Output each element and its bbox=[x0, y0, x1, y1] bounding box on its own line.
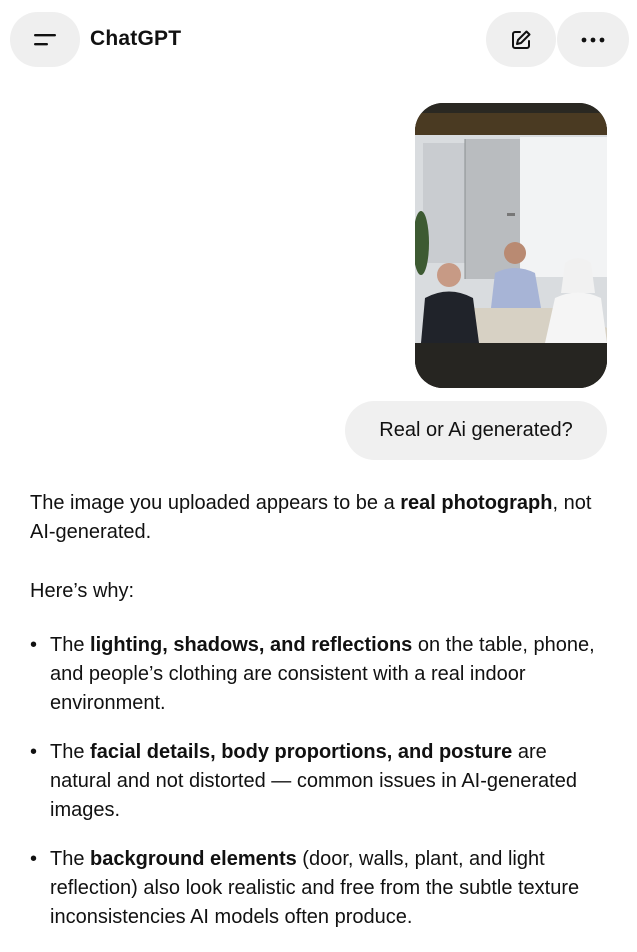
intro-text: The image you uploaded appears to be a bbox=[30, 492, 401, 514]
more-options-icon bbox=[581, 37, 605, 43]
bullet-text: The bbox=[50, 848, 91, 870]
bullet-dot: • bbox=[30, 848, 38, 870]
bullet-bold: lighting, shadows, and reflections bbox=[90, 634, 413, 656]
bullet-text-end: are natural and not distorted — common issues in AI-generated images. bbox=[50, 741, 577, 821]
bullet-dot: • bbox=[30, 741, 38, 763]
photo-thumbnail bbox=[415, 103, 607, 388]
reasons-list bbox=[30, 631, 610, 932]
response-intro bbox=[30, 489, 610, 547]
app-title: ChatGPT bbox=[90, 27, 182, 50]
assistant-response bbox=[30, 489, 610, 952]
new-chat-button[interactable] bbox=[486, 12, 556, 67]
list-item bbox=[30, 845, 610, 932]
list-item bbox=[30, 738, 610, 825]
menu-button[interactable] bbox=[10, 12, 80, 67]
bullet-bold: background elements bbox=[90, 848, 297, 870]
bullet-text: The bbox=[50, 634, 91, 656]
bullet-text-end: (door, walls, plant, and light reflection) also look realistic and free from the subtle texture inconsistencies AI models often produce. bbox=[50, 848, 580, 928]
uploaded-photo[interactable] bbox=[415, 103, 607, 388]
user-message-bubble: Real or Ai generated? bbox=[345, 401, 607, 460]
bullet-bold: facial details, body proportions, and posture bbox=[90, 741, 513, 763]
app-header bbox=[0, 0, 637, 80]
bullet-text: The bbox=[50, 741, 91, 763]
why-heading: Here’s why: bbox=[30, 580, 135, 602]
menu-icon bbox=[34, 32, 56, 48]
bullet-text-end: on the table, phone, and people’s clothing are consistent with a real indoor environment. bbox=[50, 634, 595, 714]
intro-bold: real photograph bbox=[400, 492, 553, 514]
intro-text-end: , not AI-generated. bbox=[30, 492, 592, 543]
list-item bbox=[30, 631, 610, 718]
more-options-button[interactable] bbox=[557, 12, 629, 67]
new-chat-icon bbox=[509, 28, 533, 52]
bullet-dot: • bbox=[30, 634, 38, 656]
